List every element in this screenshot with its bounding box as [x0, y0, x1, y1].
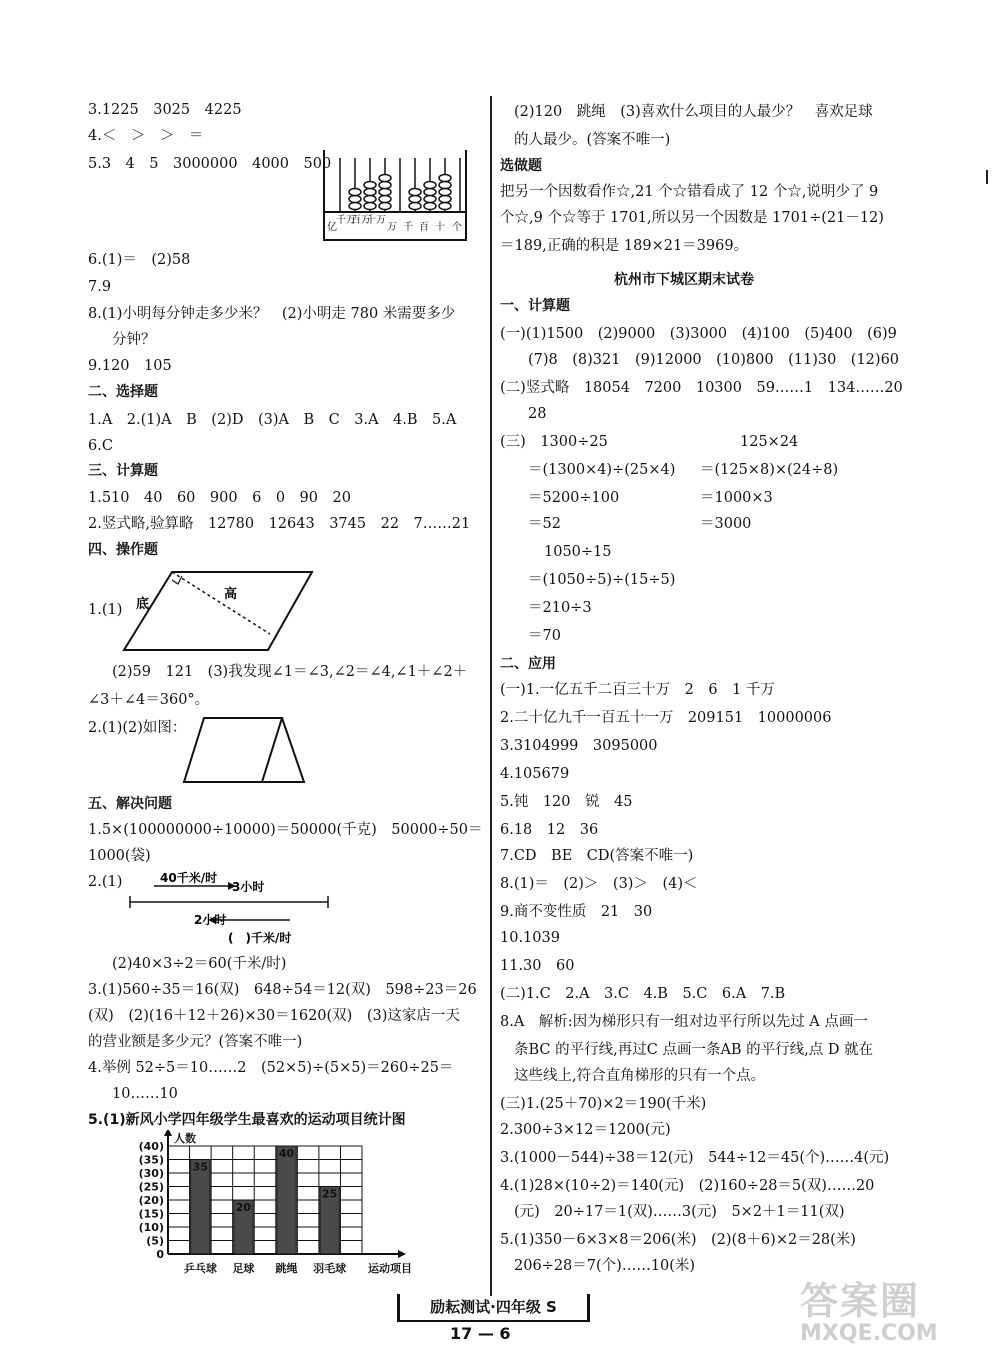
distance-diagram	[120, 866, 340, 950]
answer-line: 5.3 4 5 3000000 4000 500	[88, 156, 332, 172]
answer-line: (2)59 121 (3)我发现∠1＝∠3,∠2＝∠4,∠1＋∠2＋	[112, 664, 468, 680]
footer-underline	[397, 1320, 590, 1322]
abacus-label: 百	[419, 222, 429, 233]
abacus-label: 个	[452, 222, 462, 233]
answer-line: 4.举例 52÷5＝10……2 (52×5)÷(5×5)＝260÷25＝	[88, 1060, 454, 1076]
calc-line: ＝70	[528, 628, 561, 644]
answer-line: 9.120 105	[88, 358, 172, 374]
category-label: 足球	[232, 1262, 255, 1275]
answer-line: 7.9	[88, 279, 112, 295]
y-tick-label: (25)	[138, 1180, 164, 1194]
answer-line: 206÷28＝7(个)……10(米)	[514, 1258, 696, 1274]
answer-line: 5.(1)350－6×3×8＝206(米) (2)(8＋6)×2＝28(米)	[500, 1232, 856, 1248]
height-label: 高	[224, 587, 238, 602]
x-axis-label: 运动项目	[368, 1262, 412, 1275]
bar-value-label: 40	[278, 1147, 295, 1160]
answer-line: 10.1039	[500, 930, 560, 946]
answer-line: 2.300÷3×12＝1200(元)	[500, 1122, 671, 1138]
answer-line: (2)120 跳绳 (3)喜欢什么项目的人最少？ 喜欢足球	[514, 104, 873, 120]
bar-value-label: 25	[322, 1187, 338, 1201]
calc-line: ＝1000×3	[700, 490, 773, 506]
answer-line: (7)8 (8)321 (9)12000 (10)800 (11)30 (12)60	[528, 352, 900, 368]
y-tick-label: (5)	[146, 1234, 164, 1248]
unknown-speed-label: ( )千米/时	[228, 931, 292, 945]
answer-line: (双) (2)(16＋12＋26)×30＝1620(双) (3)这家店一天	[88, 1008, 460, 1024]
section-heading: 二、应用	[500, 656, 556, 672]
section-heading: 四、操作题	[88, 542, 158, 558]
abacus-figure	[320, 150, 470, 242]
answer-line: (二)竖式略 18054 7200 10300 59……1 134……20	[500, 380, 903, 396]
answer-line: 2.二十亿九千一百五十一万 209151 10000006	[500, 710, 832, 726]
calc-line: ＝(125×8)×(24÷8)	[700, 462, 839, 478]
abacus-label: 百万	[351, 215, 371, 226]
answer-line: 个☆,9 个☆等于 1701,所以另一个因数是 1701÷(21－12)	[500, 210, 884, 226]
y-tick-label: (10)	[138, 1221, 164, 1234]
calc-line: ＝52	[528, 516, 561, 532]
abacus-label: 万	[387, 222, 397, 233]
answer-line: 2.(1)(2)如图：	[88, 720, 187, 736]
answer-line: (二)1.C 2.A 3.C 4.B 5.C 6.A 7.B	[500, 986, 786, 1002]
answer-line: 6.18 12 36	[500, 822, 599, 838]
answer-line: 1.A 2.(1)A B (2)D (3)A B C 3.A 4.B 5.A	[88, 412, 457, 428]
answer-line: (元) 20÷17＝1(双)……3(元) 5×2＋1＝11(双)	[514, 1204, 845, 1220]
answer-line: 6.C	[88, 438, 113, 454]
answer-line: 11.30 60	[500, 958, 575, 974]
abacus-label: 亿	[327, 222, 337, 233]
abacus-label: 十万	[366, 215, 386, 226]
calc-line: 125×24	[740, 434, 799, 450]
exam-title: 杭州市下城区期末试卷	[614, 272, 754, 288]
answer-line: 6.(1)＝ (2)58	[88, 252, 191, 268]
section-heading: 二、选择题	[88, 384, 158, 400]
calc-line: ＝5200÷100	[528, 490, 620, 506]
calc-line: ＝(1050÷5)÷(15÷5)	[528, 572, 676, 588]
answer-line: 10……10	[112, 1086, 178, 1102]
bar	[191, 1160, 210, 1255]
chart-caption: 5.(1)新风小学四年级学生最喜欢的运动项目统计图	[88, 1112, 406, 1128]
bar-value-label: 35	[192, 1160, 208, 1174]
answer-line: 3.3104999 3095000	[500, 738, 658, 754]
y-tick-label: (40)	[138, 1140, 164, 1153]
column-divider	[490, 96, 492, 1296]
calc-line: 1050÷15	[544, 544, 612, 560]
section-heading: 三、计算题	[88, 463, 158, 479]
book-title: 励耘测试·四年级 S	[397, 1294, 590, 1320]
answer-line: (三)1.(25＋70)×2＝190(千米)	[500, 1096, 707, 1112]
answer-line: 4.(1)28×(10÷2)＝140(元) (2)160÷28＝5(双)……20	[500, 1178, 875, 1194]
parallelogram-triangle-figure	[180, 714, 330, 786]
watermark-url: MXQE.COM	[800, 1321, 938, 1346]
category-label: 跳绳	[275, 1262, 298, 1275]
section-heading: 五、解决问题	[88, 796, 172, 812]
answer-line: 这些线上,符合直角梯形的只有一个点。	[514, 1068, 766, 1084]
y-tick-label: 0	[156, 1248, 164, 1261]
answer-line: ∠3＋∠4＝360°。	[88, 692, 210, 708]
answer-line: 8.(1)小明每分钟走多少米？ (2)小明走 780 米需要多少	[88, 306, 456, 322]
answer-line: 1.5×(100000000÷10000)＝50000(千克) 50000÷50＝	[88, 822, 483, 838]
y-tick-label: (30)	[138, 1167, 164, 1180]
calc-line: ＝3000	[700, 516, 752, 532]
answer-line: ＝189,正确的积是 189×21＝3969。	[500, 238, 749, 254]
answer-line: (2)40×3÷2＝60(千米/时)	[112, 956, 287, 972]
calc-line: ＝210÷3	[528, 600, 592, 616]
answer-line: 4.105679	[500, 766, 570, 782]
speed-label: 40千米/时	[160, 871, 218, 885]
answer-line: 7.CD BE CD(答案不唯一)	[500, 848, 694, 864]
watermark	[800, 1280, 938, 1346]
answer-line: 9.商不变性质 21 30	[500, 904, 653, 920]
base-label: 底	[136, 597, 150, 612]
y-tick-label: (20)	[138, 1194, 164, 1207]
watermark-logo: 答案圈	[800, 1279, 921, 1323]
answer-line: 条BC 的平行线,再过C 点画一条AB 的平行线,点 D 就在	[514, 1042, 874, 1058]
time-label-2: 2小时	[194, 913, 227, 927]
parallelogram-figure	[120, 566, 320, 656]
category-label: 羽毛球	[313, 1262, 347, 1275]
answer-line: 3.(1)560÷35＝16(双) 648÷54＝12(双) 598÷23＝26	[88, 982, 477, 998]
y-axis-label: 人数	[174, 1132, 196, 1145]
section-heading: 选做题	[500, 158, 542, 174]
x-axis-arrow	[398, 1250, 406, 1258]
answer-line: 3.1225 3025 4225	[88, 102, 242, 118]
answer-line: 1.(1)	[88, 602, 123, 618]
time-label-1: 3小时	[232, 880, 265, 894]
answer-line: (一)(1)1500 (2)9000 (3)3000 (4)100 (5)400 (6)9	[500, 326, 897, 342]
answer-line: 28	[528, 406, 547, 422]
margin-mark	[986, 170, 988, 184]
answer-line: (一)1.一亿五千二百三十万 2 6 1 千万	[500, 682, 775, 698]
category-label: 乒乓球	[183, 1262, 217, 1275]
bar-value-label: 20	[235, 1201, 252, 1214]
answer-line: 3.(1000－544)÷38＝12(元) 544÷12＝45(个)……4(元)	[500, 1150, 890, 1166]
answer-line: 把另一个因数看作☆,21 个☆错看成了 12 个☆,说明少了 9	[500, 184, 879, 200]
calc-line: (三) 1300÷25	[500, 434, 608, 450]
y-axis-arrow	[164, 1130, 172, 1136]
bar	[277, 1146, 296, 1254]
sports-bar-chart	[130, 1130, 440, 1278]
answer-line: 8.(1)＝ (2)＞ (3)＞ (4)＜	[500, 876, 698, 892]
y-tick-label: (35)	[138, 1153, 164, 1167]
answer-line: 1.510 40 60 900 6 0 90 20	[88, 490, 351, 506]
answer-line: 8.A 解析:因为梯形只有一组对边平行所以先过 A 点画一	[500, 1014, 868, 1030]
page-number: 17 — 6	[450, 1324, 511, 1343]
answer-line: 2.竖式略,验算略 12780 12643 3745 22 7……21	[88, 516, 471, 532]
answer-line: 的人最少。(答案不唯一)	[514, 132, 671, 148]
answer-line: 5.钝 120 锐 45	[500, 794, 633, 810]
section-heading: 一、计算题	[500, 298, 570, 314]
answer-line: 分钟？	[112, 332, 156, 348]
answer-line: 1000(袋)	[88, 848, 151, 864]
y-tick-label: (15)	[138, 1207, 164, 1221]
calc-line: ＝(1300×4)÷(25×4)	[528, 462, 676, 478]
answer-line: 4.＜ ＞ ＞ ＝	[88, 128, 204, 144]
abacus-label: 千	[403, 222, 413, 233]
answer-line: 的营业额是多少元？(答案不唯一)	[88, 1034, 303, 1050]
abacus-label: 十	[435, 222, 445, 233]
abacus-label: 千万	[336, 215, 356, 226]
answer-line: 2.(1)	[88, 874, 123, 890]
